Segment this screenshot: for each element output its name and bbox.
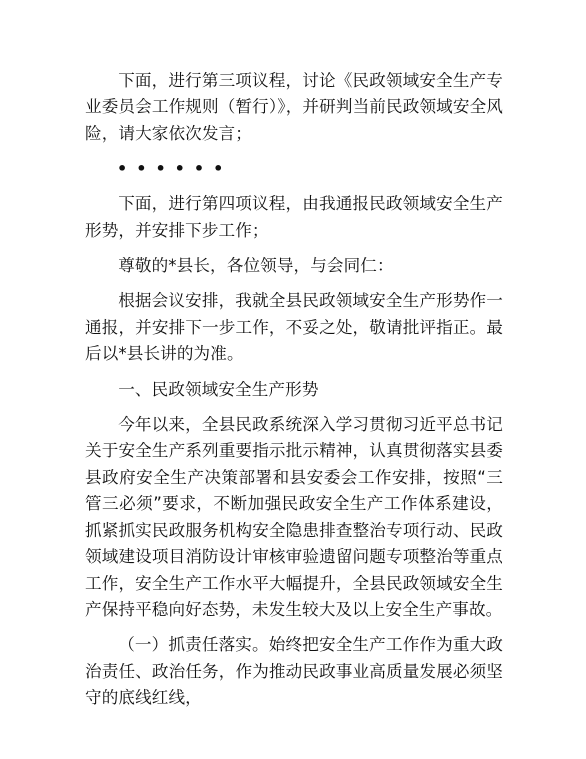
ellipsis-separator: •••••• xyxy=(117,159,233,179)
paragraph-agenda-item-three: 下面，进行第三项议程，讨论《民政领域安全生产专业委员会工作规则（暂行）》，并研判当前民政领域安全风险，请大家依次发言； xyxy=(85,71,503,143)
section-heading-safety-situation: 一、民政领域安全生产形势 xyxy=(118,379,319,399)
paragraph-responsibility: （一）抓责任落实。始终把安全生产工作作为重大政治责任、政治任务，作为推动民政事业高质量发展必须坚守的底线红线， xyxy=(85,635,503,708)
document-body xyxy=(85,68,503,712)
paragraph-introduction: 根据会议安排，我就全县民政领域安全生产形势作一通报，并安排下一步工作，不妥之处，敬请批评指正。最后以*县长讲的为准。 xyxy=(85,291,503,364)
paragraph-salutation: 尊敬的*县长，各位领导，与会同仁： xyxy=(118,256,394,276)
paragraph-situation-summary: 今年以来，全县民政系统深入学习贯彻习近平总书记关于安全生产系列重要指示批示精神，认真贯彻落实县委县政府安全生产决策部署和县安委会工作安排，按照“三管三必须”要求，不断加强民政安全生产工作体系建设，抓紧抓实民政服务机构安全隐患排查整治专项行动、民政领域建设项目消防设计审核审验遗留问题专项整治等重点工作，安全生产工作水平大幅提升，全县民政领域安全生产保持平稳向好态势，未发生较大及以上安全生产事故。 xyxy=(85,415,503,619)
paragraph-agenda-item-four: 下面，进行第四项议程，由我通报民政领域安全生产形势，并安排下步工作； xyxy=(85,194,503,240)
